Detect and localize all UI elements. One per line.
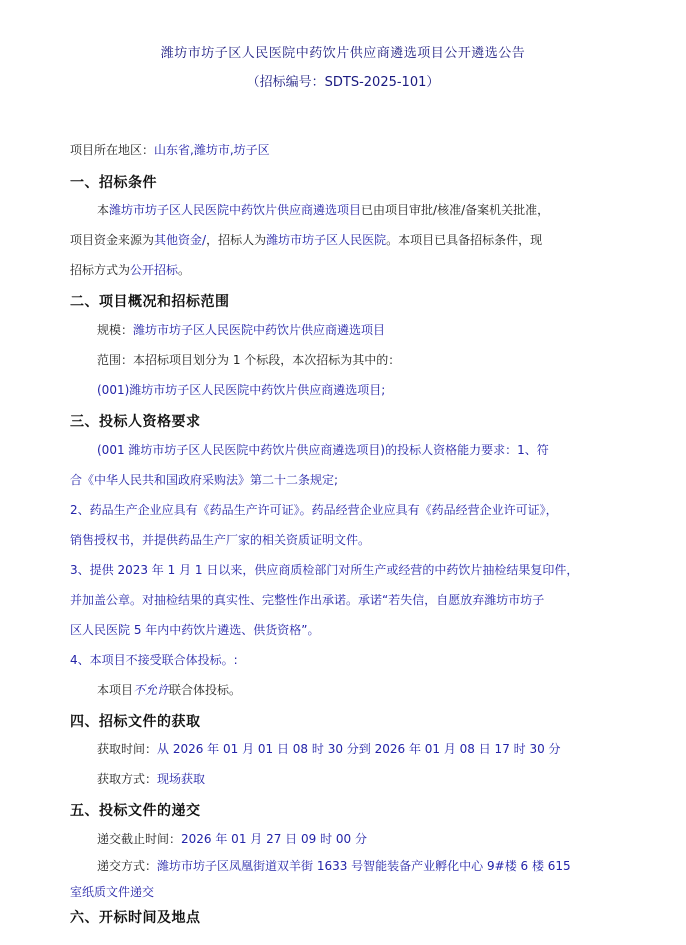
consortium-value: 不允许 [133,683,170,697]
project-scope: 范围：本招标项目划分为 1 个标段，本次招标为其中的： [97,353,401,367]
submission-deadline-value: 2026 年 01 月 27 日 09 时 00 分 [181,832,367,846]
acquisition-method-value: 现场获取 [157,772,206,786]
consortium-text: 本项目 [97,683,134,697]
qualification-3-line-3: 区人民医院 5 年内中药饮片遴选、供货资格”。 [70,623,320,637]
submission-method-label: 递交方式： [97,859,158,873]
acquisition-method-label: 获取方式： [97,772,158,786]
qualification-2-line-1: 2、药品生产企业应具有《药品生产许可证》。药品经营企业应具有《药品经营企业许可证》， [70,503,558,517]
scale-label: 规模： [97,323,134,337]
sec1-text: 。本项目已具备招标条件，现 [386,233,543,247]
submission-deadline [97,831,610,847]
qualification-3-line-1: 3、提供 2023 年 1 月 1 日以来，供应商质检部门对所生产或经营的中药饮片抽检结果复印件， [70,563,579,577]
sec1-line-3 [70,262,610,278]
project-name: 潍坊市坊子区人民医院中药饮片供应商遴选项目 [109,203,362,217]
section-heading-opening-time: 六、开标时间及地点 [70,910,201,926]
consortium-statement [97,682,610,698]
qualification-2-line-2: 销售授权书，并提供药品生产厂家的相关资质证明文件。 [70,533,371,547]
submission-method-line-2: 室纸质文件递交 [70,885,155,899]
sec1-text: ，招标人为 [206,233,267,247]
sec1-text: 已由项目审批/核准/备案机关批准， [361,203,550,217]
location-value: 山东省,潍坊市,坊子区 [154,143,270,157]
scale-value: 潍坊市坊子区人民医院中药饮片供应商遴选项目 [133,323,386,337]
submission-method [97,858,610,874]
tender-number: （招标编号：SDTS-2025-101） [246,75,440,90]
section-heading-document-acquisition: 四、招标文件的获取 [70,714,201,730]
consortium-text: 联合体投标。 [169,683,242,697]
fund-source: 其他资金/ [154,233,207,247]
submission-deadline-label: 递交截止时间： [97,832,182,846]
qualification-1-line-1: (001 潍坊市坊子区人民医院中药饮片供应商遴选项目)的投标人资格能力要求：1、符 [97,443,549,457]
acquisition-method [97,771,610,787]
section-heading-tender-conditions: 一、招标条件 [70,175,157,191]
section-heading-bid-submission: 五、投标文件的递交 [70,803,201,819]
section-heading-project-overview: 二、项目概况和招标范围 [70,294,230,310]
qualification-1-line-2: 合《中华人民共和国政府采购法》第二十二条规定; [70,473,339,487]
project-location [70,142,610,158]
document-title: 潍坊市坊子区人民医院中药饮片供应商遴选项目公开遴选公告 [160,46,526,61]
qualification-4: 4、本项目不接受联合体投标。: [70,653,238,667]
location-label: 项目所在地区： [70,143,155,157]
tenderer-name: 潍坊市坊子区人民医院 [266,233,387,247]
acquisition-time [97,741,610,757]
lot-item: (001)潍坊市坊子区人民医院中药饮片供应商遴选项目; [97,383,386,397]
acquisition-time-value: 从 2026 年 01 月 01 日 08 时 30 分到 2026 年 01 月 08 日 17 时 30 分 [157,742,561,756]
sec1-text: 。 [178,263,191,277]
sec1-text: 项目资金来源为 [70,233,155,247]
sec1-line-2 [70,232,610,248]
sec1-text: 本 [97,203,110,217]
qualification-3-line-2: 并加盖公章。对抽检结果的真实性、完整性作出承诺。承诺“若失信，自愿放弃潍坊市坊子 [70,593,545,607]
acquisition-time-label: 获取时间： [97,742,158,756]
sec1-text: 招标方式为 [70,263,131,277]
tender-method: 公开招标 [130,263,179,277]
submission-method-value: 潍坊市坊子区凤凰街道双羊街 1633 号智能装备产业孵化中心 9#楼 6 楼 615 [157,859,571,873]
section-heading-qualification: 三、投标人资格要求 [70,414,201,430]
project-scale [97,322,610,338]
sec1-line-1 [97,202,610,218]
